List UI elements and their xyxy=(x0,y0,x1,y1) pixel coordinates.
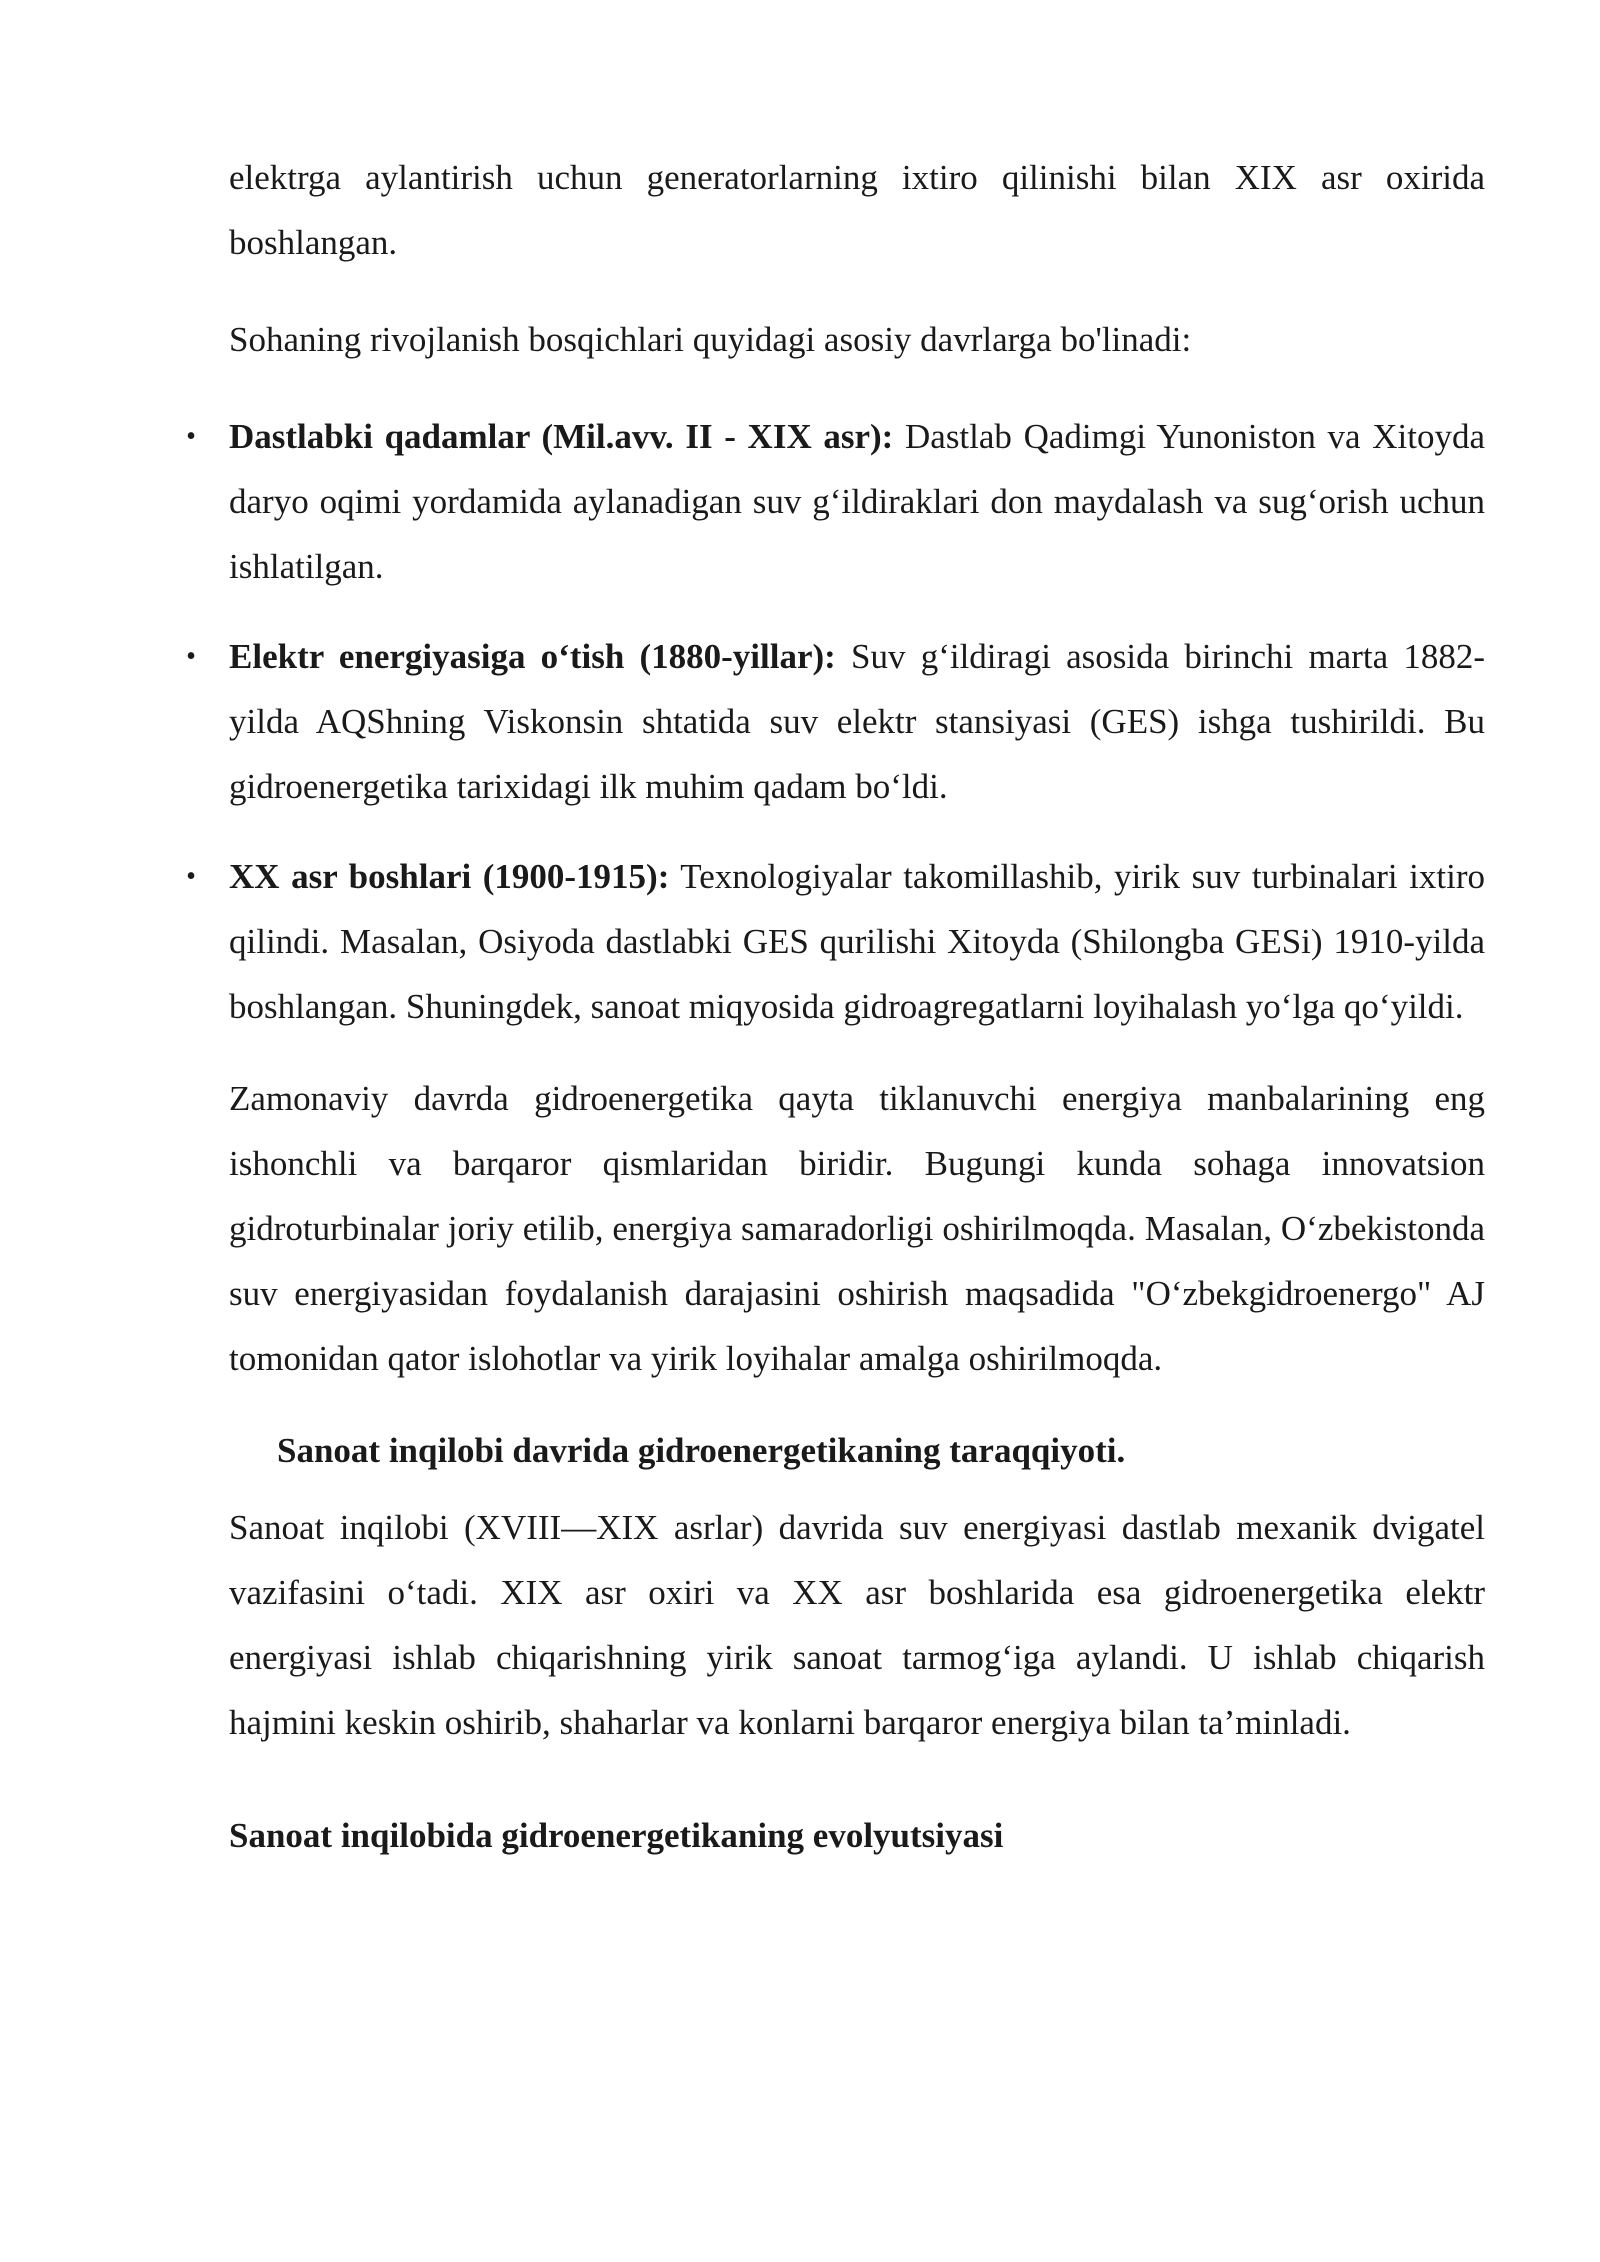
modern-era-paragraph: Zamonaviy davrda gidroenergetika qayta tiklanuvchi energiya manbalarining eng ishonchli va barqaror qismlaridan biridir. Bugungi kunda sohaga innovatsion gidroturbinalar joriy etilib, energiya samaradorligi oshirilmoqda. Masalan, O‘zbekistonda suv energiyasidan foydalanish darajasini oshirish maqsadida "O‘zbekgidroenergo" AJ tomonidan qator islohotlar va yirik loyihalar amalga oshirilmoqda. xyxy=(229,1079,1485,1378)
bullet-icon: • xyxy=(186,861,196,892)
section-heading: Sanoat inqilobida gidroenergetikaning evolyutsiyasi xyxy=(229,1816,1004,1855)
stage-text: Dastlab Qadimgi Yunoniston va Xitoyda daryo oqimi yordamida aylanadigan suv g‘ildiraklari don maydalash va sug‘orish uchun ishlatilgan. xyxy=(229,417,1485,586)
spacer xyxy=(229,275,1485,307)
stages-list xyxy=(186,404,1485,1039)
spacer xyxy=(229,1483,1485,1495)
bullet-icon: • xyxy=(186,421,196,452)
stage-title: Dastlabki qadamlar (Mil.avv. II - XIX asr): xyxy=(229,417,894,456)
bullet-icon: • xyxy=(186,641,196,672)
stages-intro-paragraph: Sohaning rivojlanish bosqichlari quyidagi asosiy davrlarga bo'linadi: xyxy=(229,320,1192,359)
stage-text: Suv g‘ildiragi asosida birinchi marta 1882-yilda AQShning Viskonsin shtatida suv elektr stansiyasi (GES) ishga tushirildi. Bu gidroenergetika tarixidagi ilk muhim qadam bo‘ldi. xyxy=(229,637,1485,806)
list-item xyxy=(186,404,1485,599)
spacer xyxy=(229,1755,1485,1803)
intro-continuation-paragraph: elektrga aylantirish uchun generatorlarning ixtiro qilinishi bilan XIX asr oxirida boshlangan. xyxy=(229,158,1485,262)
spacer xyxy=(229,372,1485,404)
list-item xyxy=(186,844,1485,1039)
stage-text: Texnologiyalar takomillashib, yirik suv turbinalari ixtiro qilindi. Masalan, Osiyoda dastlabki GES qurilishi Xitoyda (Shilongba GESi) 1910-yilda boshlangan. Shuningdek, sanoat miqyosida gidroagregatlarni loyihalash yo‘lga qo‘yildi. xyxy=(229,857,1485,1026)
document-page xyxy=(186,145,1485,1868)
list-item xyxy=(186,624,1485,819)
spacer xyxy=(229,1391,1485,1418)
stage-title: XX asr boshlari (1900-1915): xyxy=(229,857,670,896)
section-heading: Sanoat inqilobi davrida gidroenergetikaning taraqqiyoti. xyxy=(277,1431,1126,1470)
section-body-paragraph: Sanoat inqilobi (XVIII—XIX asrlar) davrida suv energiyasi dastlab mexanik dvigatel vazifasini o‘tadi. XIX asr oxiri va XX asr boshlarida esa gidroenergetika elektr energiyasi ishlab chiqarishning yirik sanoat tarmog‘iga aylandi. U ishlab chiqarish hajmini keskin oshirib, shaharlar va konlarni barqaror energiya bilan ta’minladi. xyxy=(229,1508,1485,1742)
spacer xyxy=(229,1039,1485,1066)
stage-title: Elektr energiyasiga o‘tish (1880-yillar): xyxy=(229,637,836,676)
